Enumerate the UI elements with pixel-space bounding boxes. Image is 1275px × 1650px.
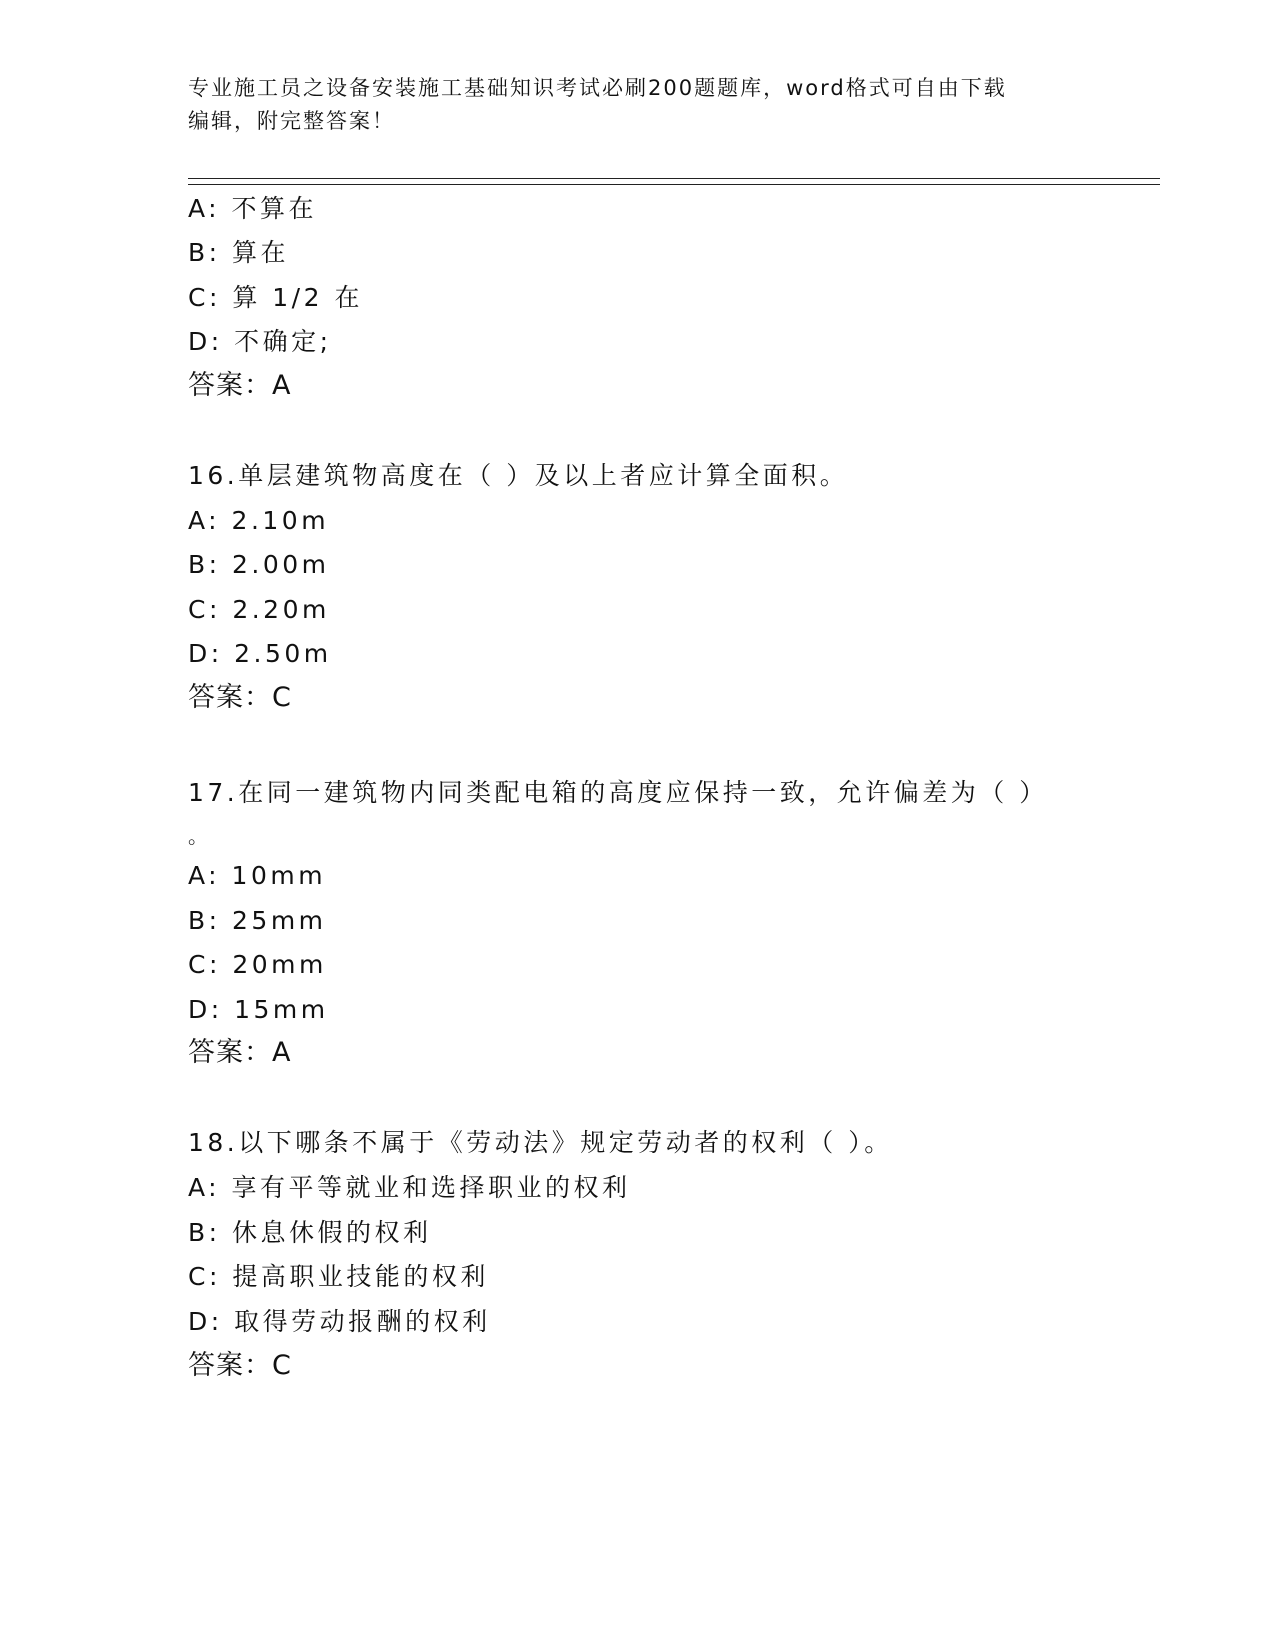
- q17-option-a: A: 10mm: [188, 861, 327, 890]
- q16-option-b: B: 2.00m: [188, 550, 330, 579]
- document-header: [188, 72, 1088, 138]
- q17-option-d: D: 15mm: [188, 995, 329, 1024]
- q18-option-d: D: 取得劳动报酬的权利: [188, 1307, 491, 1336]
- header-title-line-1: 专业施工员之设备安装施工基础知识考试必刷200题题库，word格式可自由下载: [188, 76, 1007, 100]
- q15-answer: 答案：A: [188, 370, 292, 401]
- q16-option-d: D: 2.50m: [188, 639, 332, 668]
- q18-option-a: A: 享有平等就业和选择职业的权利: [188, 1173, 631, 1202]
- header-divider-bottom: [188, 184, 1160, 185]
- header-divider-top: [188, 178, 1160, 179]
- q15-option-b: B: 算在: [188, 238, 290, 267]
- q17-option-c: C: 20mm: [188, 950, 327, 979]
- q17-answer: 答案：A: [188, 1037, 292, 1068]
- q18-option-b: B: 休息休假的权利: [188, 1218, 432, 1247]
- q18-question: 18.以下哪条不属于《劳动法》规定劳动者的权利（ ）。: [188, 1128, 893, 1157]
- q16-option-c: C: 2.20m: [188, 595, 330, 624]
- q17-option-b: B: 25mm: [188, 906, 327, 935]
- q17-question-end: 。: [188, 824, 212, 848]
- q16-question: 16.单层建筑物高度在（ ）及以上者应计算全面积。: [188, 461, 849, 490]
- header-title-line-2: 编辑，附完整答案！: [188, 109, 395, 133]
- q17-question: 17.在同一建筑物内同类配电箱的高度应保持一致，允许偏差为（ ）: [188, 778, 1048, 807]
- q15-option-c: C: 算 1/2 在: [188, 283, 363, 312]
- q18-option-c: C: 提高职业技能的权利: [188, 1262, 489, 1291]
- q16-answer: 答案：C: [188, 682, 292, 713]
- q16-option-a: A: 2.10m: [188, 506, 330, 535]
- q15-option-d: D: 不确定;: [188, 327, 332, 356]
- q18-answer: 答案：C: [188, 1350, 292, 1381]
- q15-option-a: A: 不算在: [188, 194, 318, 223]
